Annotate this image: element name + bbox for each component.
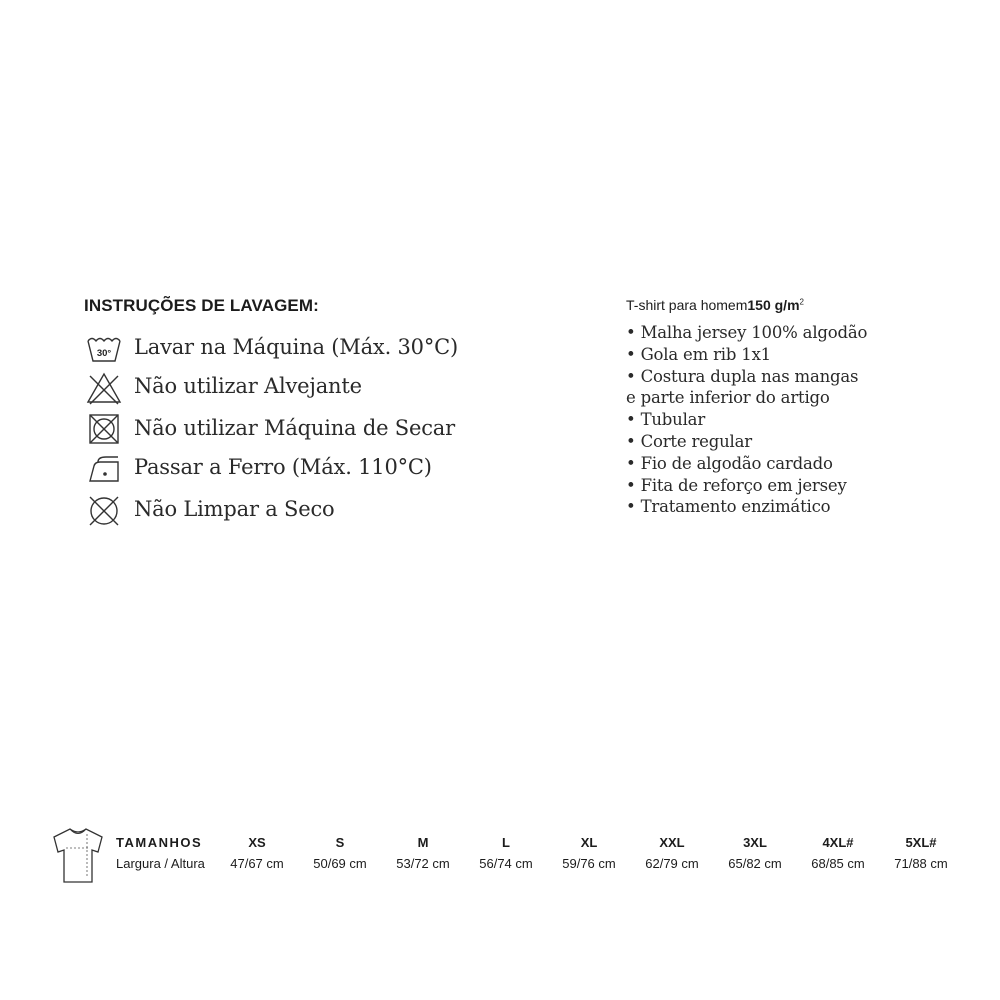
product-title — [626, 297, 804, 313]
care-item-label: Passar a Ferro (Máx. 110°C) — [134, 455, 432, 479]
svg-text:30°: 30° — [96, 348, 112, 359]
feature-item: • Tratamento enzimático — [626, 497, 831, 517]
size-measure: 65/82 cm — [728, 856, 782, 871]
feature-item: • Corte regular — [626, 431, 752, 451]
care-item-label: Não utilizar Alvejante — [134, 374, 362, 398]
tshirt-size-icon — [52, 826, 104, 886]
feature-item-continuation: e parte inferior do artigo — [626, 388, 830, 408]
care-instructions-title: INSTRUÇÕES DE LAVAGEM: — [84, 296, 319, 315]
size-label: XL — [580, 835, 598, 850]
size-label: 5XL# — [905, 835, 937, 850]
feature-item: • Gola em rib 1x1 — [626, 344, 771, 364]
product-features-list — [626, 322, 867, 518]
fabric-weight-unit-sup: 2 — [799, 297, 804, 307]
fabric-weight: 150 g/m — [747, 297, 800, 313]
size-label: S — [335, 835, 345, 850]
size-table — [52, 826, 972, 886]
care-item-bleach — [84, 370, 504, 410]
size-measure: 50/69 cm — [313, 856, 367, 871]
care-item-iron — [84, 451, 504, 491]
care-item-wash — [84, 331, 504, 371]
care-item-dry-clean — [84, 493, 504, 533]
no-tumble-dry-icon — [84, 412, 124, 448]
wash-30-icon — [84, 331, 124, 367]
care-item-label: Não utilizar Máquina de Secar — [134, 416, 455, 440]
size-measure: 47/67 cm — [230, 856, 284, 871]
feature-item: • Fio de algodão cardado — [626, 453, 833, 473]
size-measure: 56/74 cm — [479, 856, 533, 871]
size-label: L — [502, 835, 510, 850]
no-dry-clean-icon — [84, 493, 124, 529]
size-label: 4XL# — [822, 835, 854, 850]
size-label: M — [417, 835, 429, 850]
no-bleach-icon — [84, 370, 124, 406]
measure-row-label: Largura / Altura — [116, 856, 205, 871]
size-measure: 71/88 cm — [894, 856, 948, 871]
iron-110-icon — [84, 451, 124, 487]
size-measure: 59/76 cm — [562, 856, 616, 871]
size-label: XS — [248, 835, 266, 850]
product-type: T-shirt para homem — [626, 297, 748, 313]
feature-item: • Malha jersey 100% algodão — [626, 323, 868, 342]
size-label: 3XL — [743, 835, 767, 850]
feature-item: • Tubular — [626, 410, 706, 430]
size-label: XXL — [659, 835, 685, 850]
size-measure: 53/72 cm — [396, 856, 450, 871]
feature-item: • Costura dupla nas mangas — [626, 366, 859, 386]
size-measure: 62/79 cm — [645, 856, 699, 871]
care-item-label: Não Limpar a Seco — [134, 497, 335, 521]
care-item-tumble-dry — [84, 412, 504, 452]
feature-item: • Fita de reforço em jersey — [626, 475, 847, 495]
size-measure: 68/85 cm — [811, 856, 865, 871]
sizes-header-label: TAMANHOS — [116, 835, 203, 850]
care-item-label: Lavar na Máquina (Máx. 30°C) — [134, 335, 459, 359]
